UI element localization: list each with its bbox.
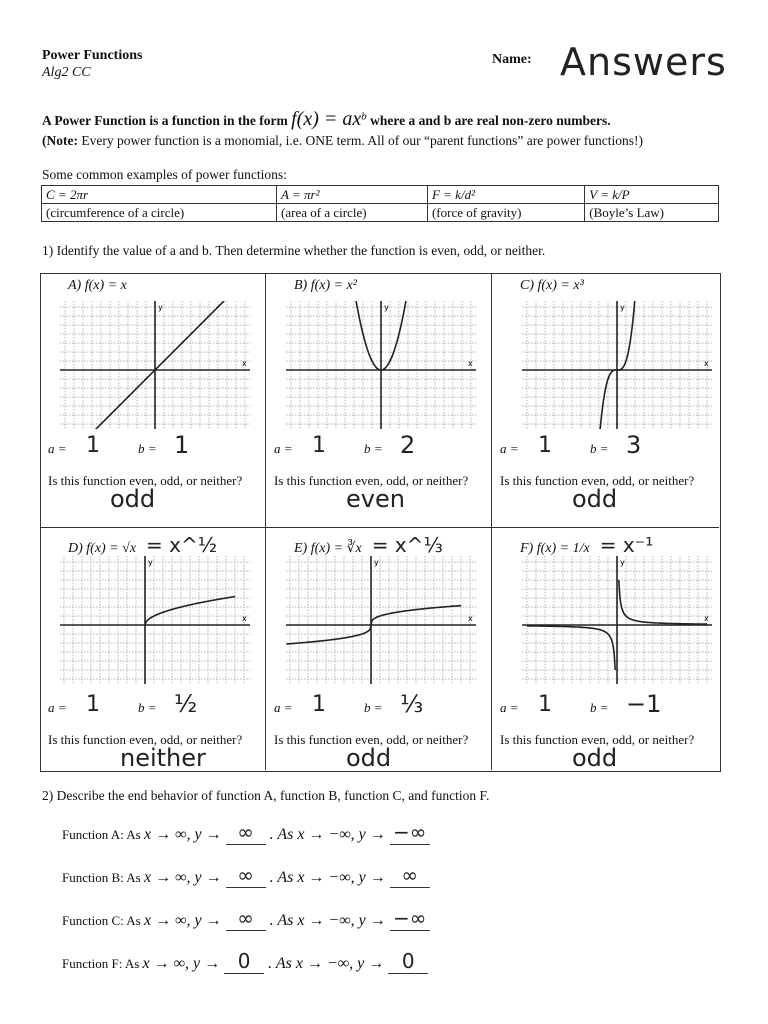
- function-label: [520, 278, 584, 294]
- a-answer: 1: [538, 692, 552, 717]
- parity-question: Is this function even, odd, or neither?: [48, 732, 243, 747]
- y-axis-label: y: [374, 558, 379, 567]
- worksheet-title: Power Functions: [42, 48, 143, 63]
- a-label: a =: [274, 700, 293, 715]
- function-graph: [522, 556, 712, 684]
- end-behavior-answer: −∞: [390, 820, 430, 845]
- b-answer: −1: [626, 690, 662, 718]
- definition-tail: where a and b are real non-zero numbers.: [370, 113, 611, 128]
- examples-intro: Some common examples of power functions:: [42, 167, 287, 182]
- note-line: [42, 133, 643, 149]
- b-label: b =: [590, 700, 609, 715]
- b-answer: ½: [174, 690, 198, 718]
- example-formula: C = 2πr: [42, 186, 277, 204]
- function-graph: [522, 301, 712, 429]
- parity-question: Is this function even, odd, or neither?: [500, 473, 695, 488]
- example-desc: (circumference of a circle): [42, 204, 277, 222]
- example-desc: (Boyle’s Law): [585, 204, 719, 222]
- a-label: a =: [500, 441, 519, 456]
- function-exponent-form: = x^½: [146, 533, 218, 557]
- y-axis-label: y: [148, 558, 153, 567]
- parity-answer: odd: [110, 485, 156, 513]
- function-label: [294, 533, 443, 557]
- parity-answer: odd: [572, 485, 618, 513]
- end-behavior-answer: ∞: [226, 820, 266, 845]
- parity-question: Is this function even, odd, or neither?: [500, 732, 695, 747]
- end-behavior-positive: x → ∞, y →: [144, 912, 226, 929]
- function-graph: [286, 556, 476, 684]
- parity-question: Is this function even, odd, or neither?: [274, 473, 469, 488]
- function-label: [520, 533, 653, 557]
- b-answer: 3: [626, 431, 642, 459]
- x-axis-label: x: [704, 359, 709, 368]
- name-answer: Answers: [560, 40, 727, 84]
- function-label: [294, 278, 357, 294]
- definition-lead: A Power Function is a function in the form: [42, 113, 288, 128]
- y-axis-label: y: [158, 303, 163, 312]
- b-label: b =: [364, 700, 383, 715]
- note-text: Every power function is a monomial, i.e. ONE term. All of our “parent functions” are power functions!): [81, 133, 643, 148]
- function-cell: [40, 528, 266, 770]
- function-graph: [60, 556, 250, 684]
- end-behavior-negative: . As x → −∞, y →: [265, 869, 390, 886]
- b-label: b =: [138, 700, 157, 715]
- function-cell: [492, 528, 719, 770]
- end-behavior-answer: ∞: [390, 863, 430, 888]
- b-label: b =: [590, 441, 609, 456]
- parity-answer: neither: [120, 744, 206, 772]
- end-behavior-answer: 0: [388, 949, 428, 974]
- function-cell: [40, 273, 266, 528]
- function-curve: [87, 301, 234, 429]
- example-formula: A = πr²: [277, 186, 428, 204]
- example-desc: (force of gravity): [427, 204, 584, 222]
- function-label-text: E) f(x) = ∛x: [294, 541, 362, 556]
- a-label: a =: [48, 700, 67, 715]
- a-answer: 1: [312, 433, 326, 458]
- x-axis-label: x: [242, 359, 247, 368]
- x-axis-label: x: [704, 614, 709, 623]
- function-label-text: D) f(x) = √x: [68, 541, 137, 556]
- end-behavior-positive: x → ∞, y →: [144, 826, 226, 843]
- y-axis-label: y: [620, 303, 625, 312]
- function-label-text: F) f(x) = 1/x: [520, 541, 590, 556]
- course-name: Alg2 CC: [42, 65, 91, 80]
- function-graph: [60, 301, 250, 429]
- definition-line: [42, 108, 732, 131]
- function-cell: [492, 273, 719, 528]
- parity-question: Is this function even, odd, or neither?: [48, 473, 243, 488]
- question-1-text: 1) Identify the value of a and b. Then determine whether the function is even, odd, or neither.: [42, 243, 546, 258]
- example-formula: V = k/P: [585, 186, 719, 204]
- function-exponent-form: = x^⅓: [371, 533, 443, 557]
- function-cell: [266, 528, 492, 770]
- end-behavior-positive: x → ∞, y →: [142, 955, 225, 972]
- b-label: b =: [364, 441, 383, 456]
- end-behavior-label: Function B: As: [62, 870, 144, 885]
- x-axis-label: x: [242, 614, 247, 623]
- y-axis-label: y: [384, 303, 389, 312]
- end-behavior-label: Function A: As: [62, 827, 144, 842]
- parity-answer: odd: [346, 744, 392, 772]
- a-answer: 1: [312, 692, 326, 717]
- b-answer: 2: [400, 431, 416, 459]
- y-axis-label: y: [620, 558, 625, 567]
- function-label-text: A) f(x) = x: [68, 278, 127, 293]
- question-2-text: 2) Describe the end behavior of function A, function B, function C, and function F.: [42, 788, 490, 803]
- x-axis-label: x: [468, 359, 473, 368]
- a-answer: 1: [86, 692, 100, 717]
- a-label: a =: [48, 441, 67, 456]
- definition-formula: f(x) = ax: [291, 108, 362, 130]
- end-behavior-label: Function F: As: [62, 956, 143, 971]
- function-exponent-form: = x⁻¹: [599, 533, 654, 557]
- end-behavior-positive: x → ∞, y →: [144, 869, 226, 886]
- end-behavior-row: [62, 863, 430, 888]
- end-behavior-row: [62, 820, 430, 845]
- function-label-text: C) f(x) = x³: [520, 278, 584, 293]
- end-behavior-answer: −∞: [390, 906, 430, 931]
- examples-table: [41, 185, 719, 222]
- parity-question: Is this function even, odd, or neither?: [274, 732, 469, 747]
- a-answer: 1: [86, 433, 100, 458]
- example-desc: (area of a circle): [277, 204, 428, 222]
- name-label: Name:: [492, 52, 532, 67]
- a-label: a =: [274, 441, 293, 456]
- end-behavior-negative: . As x → −∞, y →: [265, 826, 390, 843]
- x-axis-label: x: [468, 614, 473, 623]
- function-cell: [266, 273, 492, 528]
- end-behavior-negative: . As x → −∞, y →: [264, 955, 389, 972]
- b-answer: ⅓: [400, 690, 424, 718]
- end-behavior-answer: ∞: [226, 906, 266, 931]
- b-label: b =: [138, 441, 157, 456]
- b-answer: 1: [174, 431, 190, 459]
- a-label: a =: [500, 700, 519, 715]
- function-graph: [286, 301, 476, 429]
- definition-exponent: b: [361, 110, 367, 123]
- a-answer: 1: [538, 433, 552, 458]
- parity-answer: odd: [572, 744, 618, 772]
- parity-answer: even: [346, 485, 405, 513]
- function-label: [68, 533, 217, 557]
- end-behavior-answer: 0: [224, 949, 264, 974]
- end-behavior-answer: ∞: [226, 863, 266, 888]
- end-behavior-label: Function C: As: [62, 913, 144, 928]
- function-label-text: B) f(x) = x²: [294, 278, 357, 293]
- example-formula: F = k/d²: [427, 186, 584, 204]
- end-behavior-negative: . As x → −∞, y →: [265, 912, 390, 929]
- note-label: (Note:: [42, 133, 78, 148]
- end-behavior-row: [62, 906, 430, 931]
- end-behavior-row: [62, 949, 428, 974]
- function-label: [68, 278, 127, 294]
